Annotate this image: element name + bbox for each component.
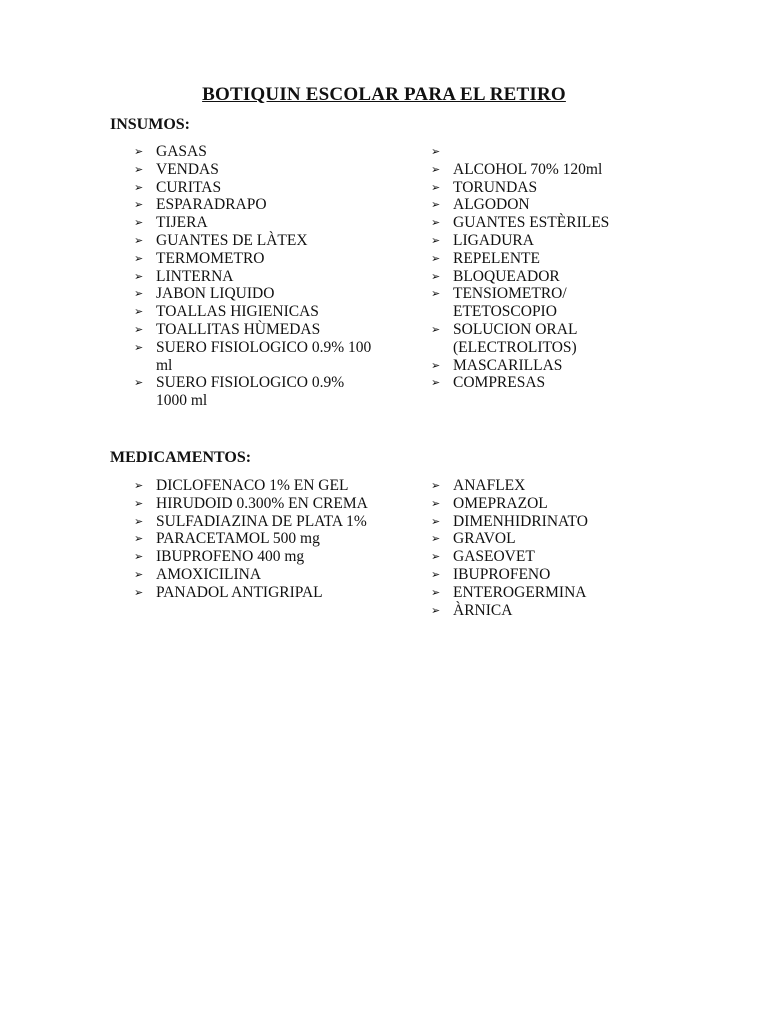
list-item-text: COMPRESAS	[453, 374, 546, 392]
list-item	[134, 548, 374, 566]
list-item	[431, 584, 671, 602]
list-item-text: CURITAS	[156, 178, 222, 196]
medicamentos-heading: MEDICAMENTOS:	[110, 449, 252, 466]
list-item-text: SUERO FISIOLOGICO 0.9% 1000 ml	[156, 374, 345, 410]
list-item	[134, 268, 374, 286]
list-item-text: GASEOVET	[453, 548, 535, 566]
list-item-text: LIGADURA	[453, 231, 534, 249]
list-item	[134, 303, 374, 321]
arrow-bullet-icon: ➢	[431, 479, 441, 492]
list-item-text: TOALLAS HIGIENICAS	[156, 303, 319, 321]
arrow-bullet-icon: ➢	[431, 514, 441, 528]
arrow-bullet-icon: ➢	[431, 251, 441, 265]
arrow-bullet-icon: ➢	[134, 180, 144, 194]
arrow-bullet-icon: ➢	[134, 514, 144, 528]
list-item-text: GRAVOL	[453, 530, 516, 548]
list-item-text: SOLUCION ORAL (ELECTROLITOS)	[453, 320, 577, 356]
list-item	[431, 548, 671, 566]
list-item-text: DIMENHIDRINATO	[453, 512, 588, 530]
list-item	[431, 285, 671, 321]
arrow-bullet-icon: ➢	[431, 585, 441, 599]
arrow-bullet-icon: ➢	[134, 145, 144, 158]
list-item	[431, 179, 671, 197]
list-item-text: GUANTES DE LÀTEX	[156, 231, 308, 249]
arrow-bullet-icon: ➢	[134, 216, 144, 230]
list-item-text: TOALLITAS HÙMEDAS	[156, 320, 321, 338]
arrow-bullet-icon: ➢	[134, 340, 144, 354]
list-item-text: REPELENTE	[453, 249, 540, 267]
arrow-bullet-icon: ➢	[431, 287, 441, 301]
arrow-bullet-icon: ➢	[431, 496, 441, 510]
arrow-bullet-icon: ➢	[431, 567, 441, 581]
list-item-text: HIRUDOID 0.300% EN CREMA	[156, 494, 368, 512]
arrow-bullet-icon: ➢	[431, 358, 441, 372]
list-item-text: TERMOMETRO	[156, 249, 265, 267]
medicamentos-list-left	[134, 477, 374, 602]
list-item-text: VENDAS	[156, 160, 219, 178]
list-item-text: GASAS	[156, 143, 207, 160]
list-item-text: PARACETAMOL 500 mg	[156, 530, 320, 548]
list-item	[431, 250, 671, 268]
list-item	[134, 196, 374, 214]
insumos-list-right	[431, 143, 671, 392]
list-item	[134, 143, 374, 161]
list-item	[431, 566, 671, 584]
arrow-bullet-icon: ➢	[134, 479, 144, 492]
arrow-bullet-icon: ➢	[431, 216, 441, 230]
list-item-text: ESPARADRAPO	[156, 196, 267, 214]
arrow-bullet-icon: ➢	[134, 496, 144, 510]
list-item	[134, 530, 374, 548]
list-item	[134, 214, 374, 232]
list-item	[431, 495, 671, 513]
arrow-bullet-icon: ➢	[431, 233, 441, 247]
list-item-text: OMEPRAZOL	[453, 494, 548, 512]
arrow-bullet-icon: ➢	[134, 550, 144, 564]
list-item	[431, 357, 671, 375]
list-item-text: JABON LIQUIDO	[156, 285, 275, 303]
list-item	[431, 143, 671, 161]
list-item-text: ÀRNICA	[453, 601, 513, 619]
list-item-text: LINTERNA	[156, 267, 234, 285]
list-item-text: TENSIOMETRO/ ETETOSCOPIO	[453, 285, 567, 321]
list-item	[134, 161, 374, 179]
arrow-bullet-icon: ➢	[431, 376, 441, 390]
arrow-bullet-icon: ➢	[134, 269, 144, 283]
arrow-bullet-icon: ➢	[134, 585, 144, 599]
list-item-text: IBUPROFENO 400 mg	[156, 548, 305, 566]
list-item-text: DICLOFENACO 1% EN GEL	[156, 477, 349, 494]
list-item	[134, 321, 374, 339]
arrow-bullet-icon: ➢	[134, 567, 144, 581]
list-item	[134, 495, 374, 513]
list-item-text: ALGODON	[453, 196, 530, 214]
list-item	[134, 232, 374, 250]
list-item	[134, 477, 374, 495]
list-item	[431, 321, 671, 357]
list-item-text: ENTEROGERMINA	[453, 583, 587, 601]
arrow-bullet-icon: ➢	[134, 287, 144, 301]
list-item	[431, 602, 671, 620]
list-item-text: AMOXICILINA	[156, 565, 262, 583]
list-item-text: TORUNDAS	[453, 178, 538, 196]
list-item	[431, 268, 671, 286]
list-item	[134, 179, 374, 197]
list-item-text: TIJERA	[156, 214, 208, 232]
arrow-bullet-icon: ➢	[431, 180, 441, 194]
arrow-bullet-icon: ➢	[134, 251, 144, 265]
insumos-list-left	[134, 143, 374, 410]
arrow-bullet-icon: ➢	[134, 322, 144, 336]
arrow-bullet-icon: ➢	[134, 198, 144, 212]
arrow-bullet-icon: ➢	[431, 532, 441, 546]
list-item-text: MASCARILLAS	[453, 356, 563, 374]
list-item	[431, 196, 671, 214]
list-item	[134, 250, 374, 268]
list-item	[431, 530, 671, 548]
list-item	[431, 374, 671, 392]
list-item	[431, 214, 671, 232]
list-item-text: IBUPROFENO	[453, 565, 551, 583]
arrow-bullet-icon: ➢	[134, 532, 144, 546]
arrow-bullet-icon: ➢	[431, 162, 441, 176]
arrow-bullet-icon: ➢	[431, 322, 441, 336]
document-title: BOTIQUIN ESCOLAR PARA EL RETIRO	[202, 84, 566, 105]
list-item-text: SUERO FISIOLOGICO 0.9% 100 ml	[156, 338, 372, 374]
arrow-bullet-icon: ➢	[431, 145, 441, 158]
arrow-bullet-icon: ➢	[431, 550, 441, 564]
list-item	[134, 374, 374, 410]
arrow-bullet-icon: ➢	[134, 376, 144, 390]
list-item	[134, 339, 374, 375]
arrow-bullet-icon: ➢	[431, 603, 441, 617]
list-item	[134, 285, 374, 303]
list-item-text: PANADOL ANTIGRIPAL	[156, 583, 323, 601]
list-item-text: SULFADIAZINA DE PLATA 1%	[156, 512, 367, 530]
list-item	[134, 513, 374, 531]
arrow-bullet-icon: ➢	[431, 269, 441, 283]
list-item	[431, 232, 671, 250]
insumos-heading: INSUMOS:	[110, 116, 191, 133]
list-item	[431, 513, 671, 531]
arrow-bullet-icon: ➢	[134, 162, 144, 176]
list-item-text: GUANTES ESTÈRILES	[453, 214, 610, 232]
list-item-text: ALCOHOL 70% 120ml	[453, 160, 603, 178]
medicamentos-list-right	[431, 477, 671, 619]
list-item	[431, 161, 671, 179]
list-item	[431, 477, 671, 495]
arrow-bullet-icon: ➢	[134, 305, 144, 319]
arrow-bullet-icon: ➢	[431, 198, 441, 212]
list-item	[134, 584, 374, 602]
list-item	[134, 566, 374, 584]
list-item-text: BLOQUEADOR	[453, 267, 560, 285]
arrow-bullet-icon: ➢	[134, 233, 144, 247]
list-item-text: ANAFLEX	[453, 477, 526, 494]
